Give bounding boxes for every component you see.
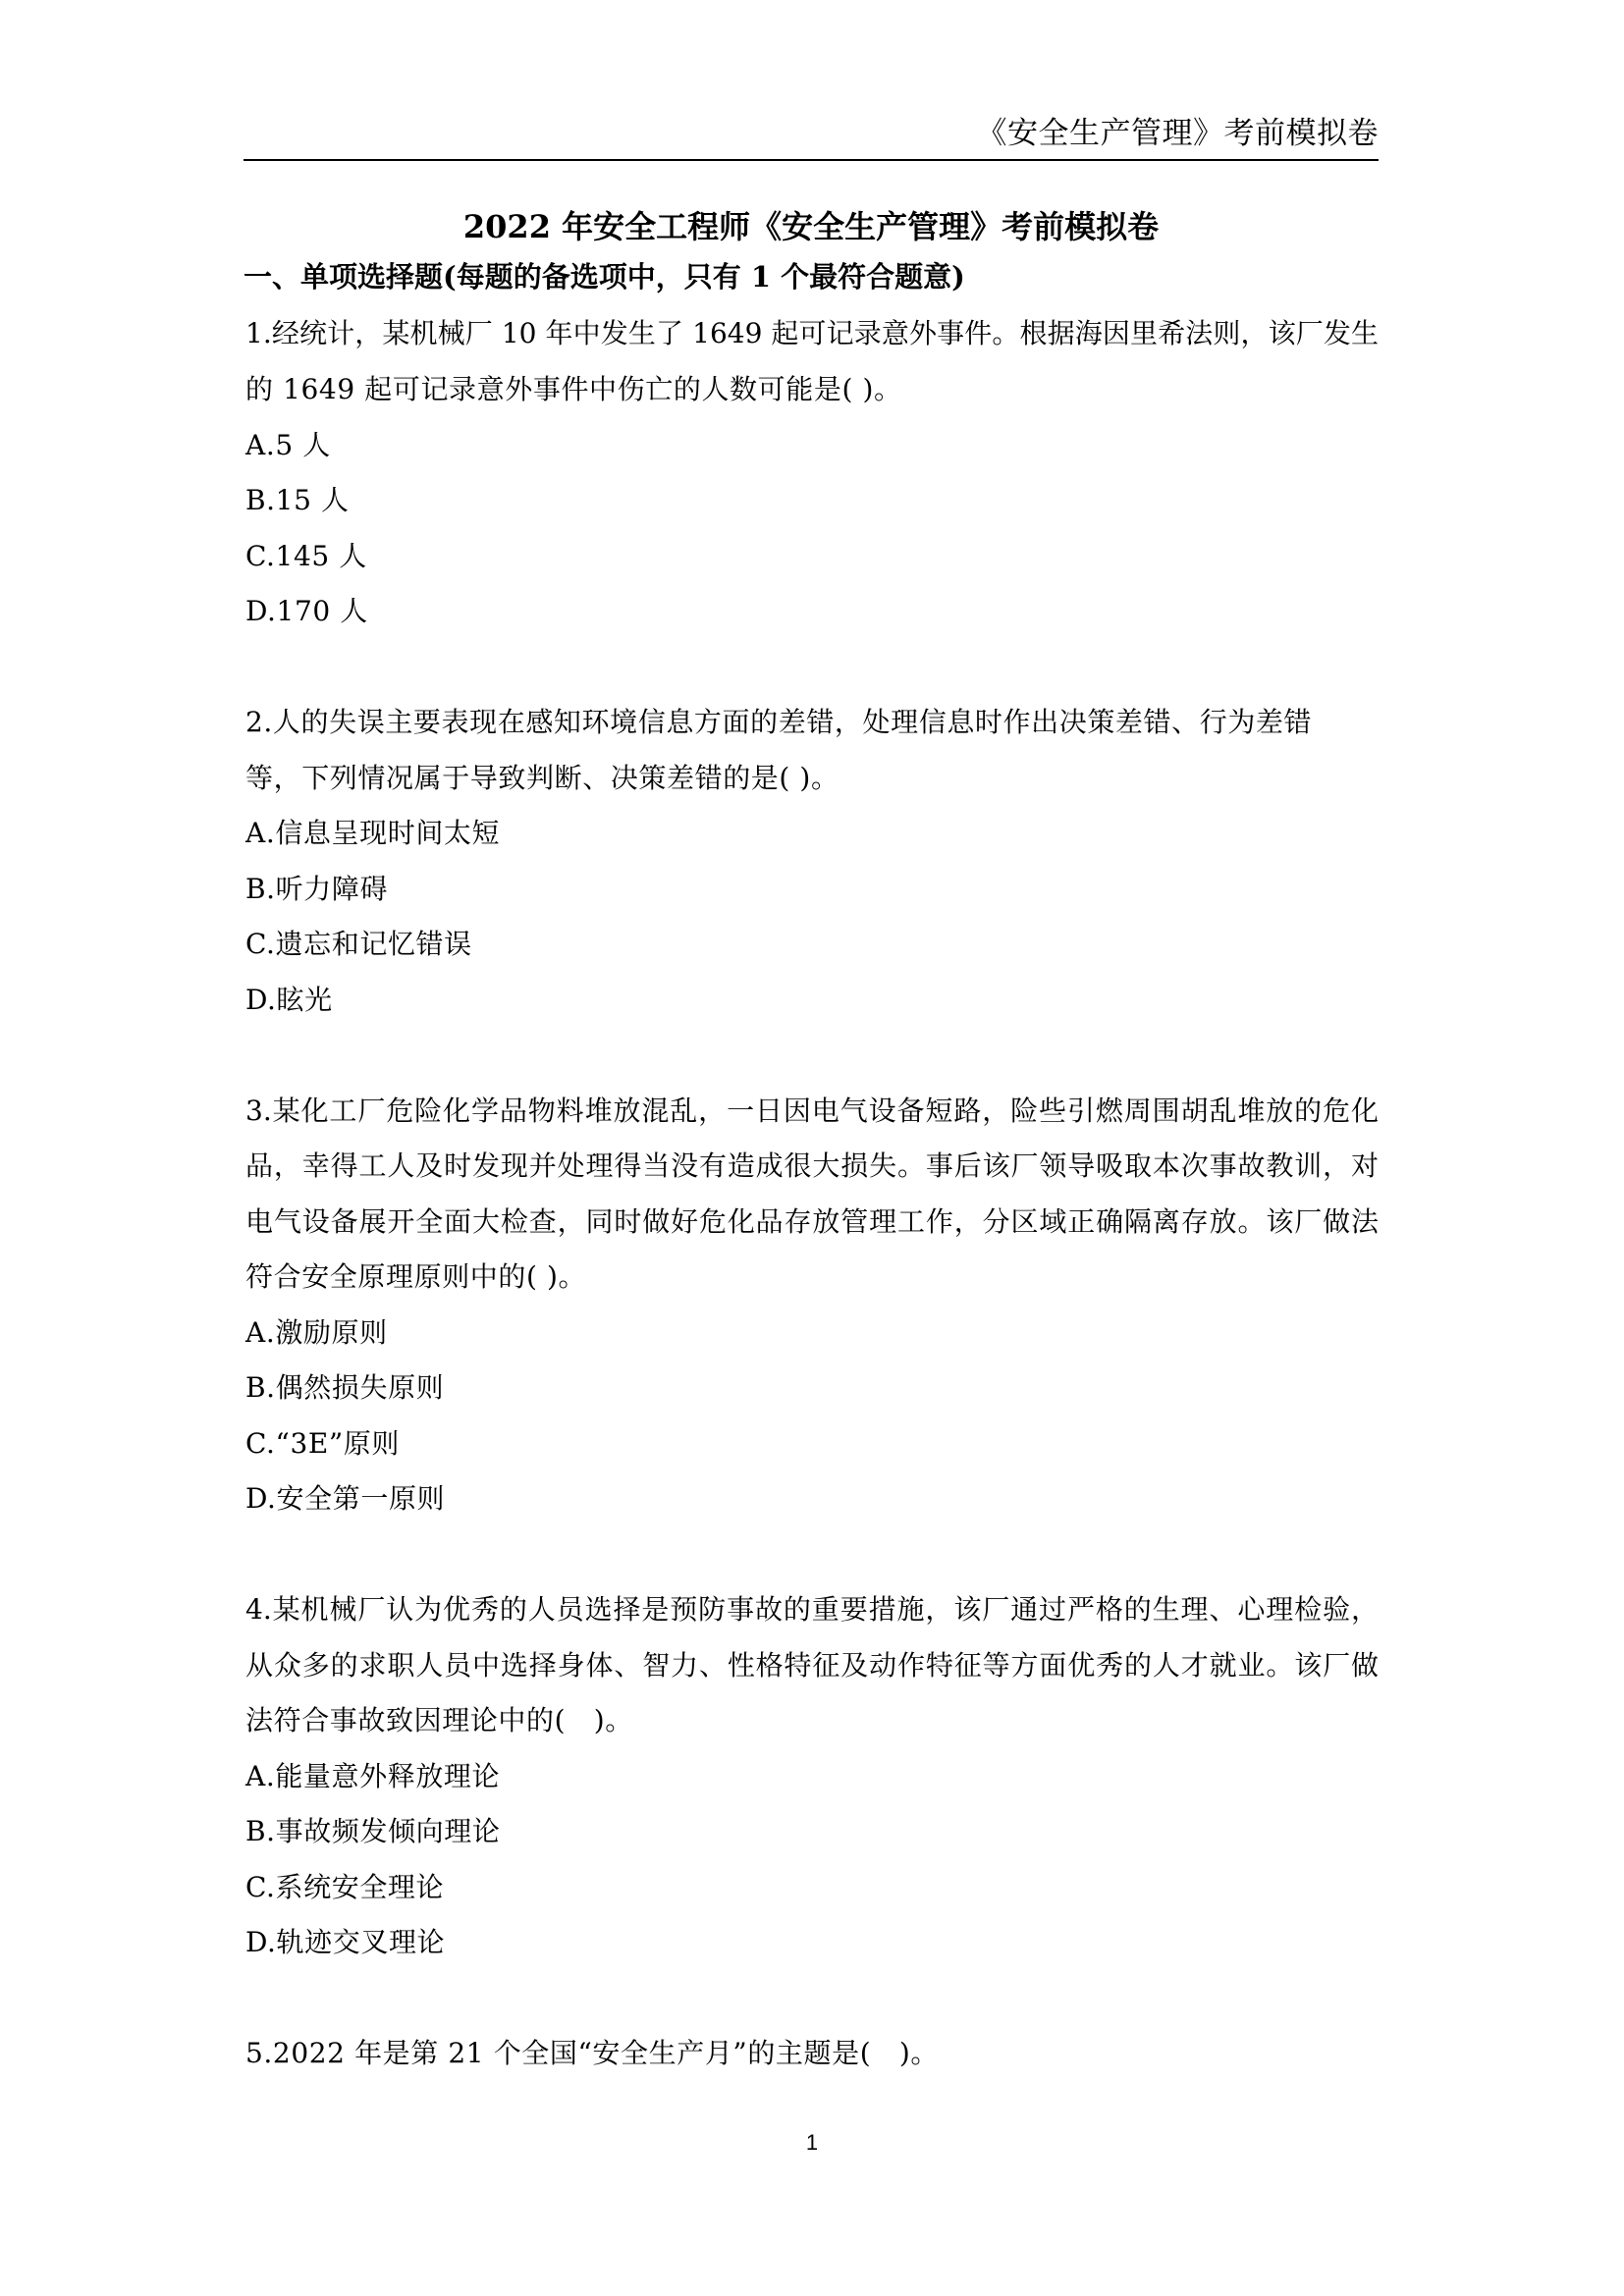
section-heading: 一、单项选择题(每题的备选项中，只有 1 个最符合题意) [244,260,965,294]
question-3-line-3: 电气设备展开全面大检查，同时做好危化品存放管理工作，分区域正确隔离存放。该厂做法 [245,1205,1379,1238]
page-number: 1 [805,2130,819,2155]
question-3-line-4: 符合安全原理原则中的( )。 [245,1260,587,1293]
question-4-option-a: A.能量意外释放理论 [245,1760,501,1792]
question-3-option-a: A.激励原则 [245,1316,388,1349]
header-doc-title: 《安全生产管理》考前模拟卷 [976,116,1379,151]
question-5-line-1: 5.2022 年是第 21 个全国“安全生产月”的主题是( )。 [245,2037,939,2069]
question-1-option-b: B.15 人 [245,484,350,516]
question-2-option-d: D.眩光 [245,984,333,1016]
question-1-option-a: A.5 人 [245,429,331,461]
question-3-option-c: C.“3E”原则 [245,1427,401,1460]
exam-title: 2022 年安全工程师《安全生产管理》考前模拟卷 [462,208,1160,245]
question-4-line-2: 从众多的求职人员中选择身体、智力、性格特征及动作特征等方面优秀的人才就业。该厂做 [245,1649,1379,1682]
question-1-line-1: 1.经统计，某机械厂 10 年中发生了 1649 起可记录意外事件。根据海因里希法则，该厂发生 [245,317,1379,349]
question-2-option-c: C.遗忘和记忆错误 [245,928,472,960]
question-4-option-c: C.系统安全理论 [245,1871,445,1903]
question-3-option-d: D.安全第一原则 [245,1482,446,1515]
question-2-line-2: 等，下列情况属于导致判断、决策差错的是( )。 [245,762,839,794]
question-2-option-b: B.听力障碍 [245,873,389,905]
question-4-line-3: 法符合事故致因理论中的( )。 [245,1704,633,1736]
question-3-line-1: 3.某化工厂危险化学品物料堆放混乱，一日因电气设备短路，险些引燃周围胡乱堆放的危化 [245,1095,1379,1127]
question-1-option-d: D.170 人 [245,595,368,627]
question-2-option-a: A.信息呈现时间太短 [245,817,501,849]
question-1-line-2: 的 1649 起可记录意外事件中伤亡的人数可能是( )。 [245,373,902,405]
question-3-option-b: B.偶然损失原则 [245,1371,445,1404]
question-4-option-b: B.事故频发倾向理论 [245,1815,501,1847]
question-4-option-d: D.轨迹交叉理论 [245,1926,446,1958]
question-1-option-c: C.145 人 [245,540,367,572]
question-3-line-2: 品，幸得工人及时发现并处理得当没有造成很大损失。事后该厂领导吸取本次事故教训，对 [245,1149,1379,1182]
page-header [244,110,1379,161]
question-4-line-1: 4.某机械厂认为优秀的人员选择是预防事故的重要措施，该厂通过严格的生理、心理检验， [245,1593,1379,1626]
question-2-line-1: 2.人的失误主要表现在感知环境信息方面的差错，处理信息时作出决策差错、行为差错 [245,706,1313,738]
